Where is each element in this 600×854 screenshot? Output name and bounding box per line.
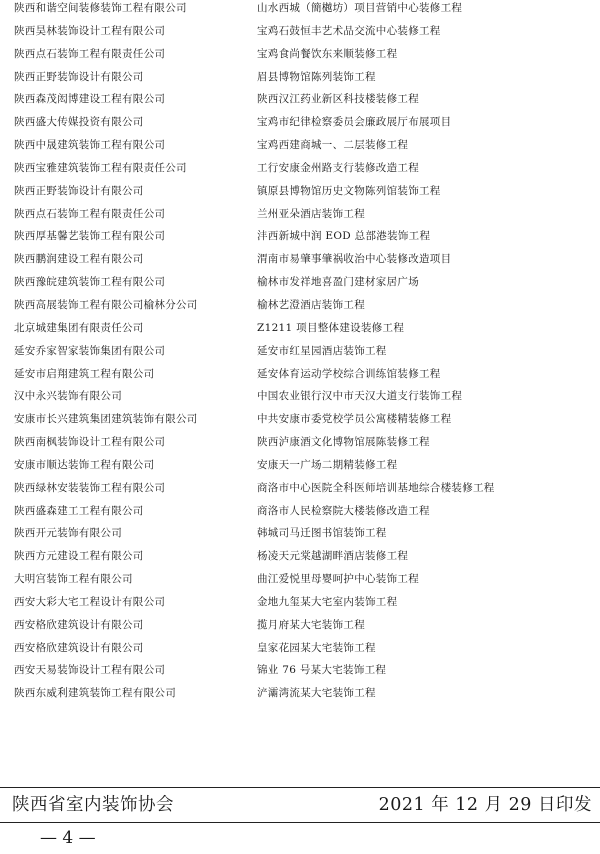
company-name: 安康市长兴建筑集团建筑装饰有限公司 [14, 413, 198, 426]
company-name: 陕西正野装饰设计有限公司 [14, 70, 144, 83]
issue-date: 2021 年 12 月 29 日印发 [378, 795, 592, 815]
project-name: 金地九玺某大宅室内装饰工程 [257, 595, 398, 608]
list-item [0, 500, 600, 523]
company-name: 陕西盛森建工工程有限公司 [14, 504, 144, 517]
list-item [0, 294, 600, 317]
list-item [0, 431, 600, 454]
company-name: 陕西正野装饰设计有限公司 [14, 184, 144, 197]
list-item [0, 271, 600, 294]
company-name: 北京城建集团有限责任公司 [14, 321, 144, 334]
project-name: 陕西泸康酒文化博物馆展陈装修工程 [257, 436, 430, 449]
company-name: 西安大彩大宅工程设计有限公司 [14, 595, 166, 608]
company-name: 陕西开元装饰有限公司 [14, 527, 122, 540]
list-item [0, 225, 600, 248]
company-name: 陕西森茂闳博建设工程有限公司 [14, 93, 166, 106]
company-name: 陕西点石装饰工程有限责任公司 [14, 47, 166, 60]
company-name: 大明宫装饰工程有限公司 [14, 573, 133, 586]
list-item [0, 454, 600, 477]
page-number: — 4 — [40, 828, 96, 848]
company-name: 西安格欣建筑设计有限公司 [14, 641, 144, 654]
list-item [0, 66, 600, 89]
company-name: 陕西东威利建筑装饰工程有限公司 [14, 687, 176, 700]
project-name: Z1211 项目整体建设装修工程 [257, 321, 405, 334]
list-item [0, 545, 600, 568]
company-name: 陕西方元建设工程有限公司 [14, 550, 144, 563]
list-item [0, 88, 600, 111]
list-item [0, 659, 600, 682]
project-name: 杨凌天元棠越湖畔酒店装修工程 [257, 550, 409, 563]
list-item [0, 340, 600, 363]
project-name: 锦业 76 号某大宅装饰工程 [257, 664, 387, 677]
company-name: 西安格欣建筑设计有限公司 [14, 618, 144, 631]
footer-top-rule [0, 787, 600, 788]
company-name: 陕西高展装饰工程有限公司榆林分公司 [14, 298, 198, 311]
project-name: 韩城司马迁图书馆装饰工程 [257, 527, 387, 540]
project-name: 兰州亚朵酒店装饰工程 [257, 207, 365, 220]
project-name: 曲江爱悦里母婴呵护中心装饰工程 [257, 573, 419, 586]
issuer-name: 陕西省室内装饰协会 [12, 795, 174, 815]
list-item [0, 43, 600, 66]
list-item [0, 203, 600, 226]
list-item [0, 363, 600, 386]
list-item [0, 637, 600, 660]
company-name: 陕西鹏润建设工程有限公司 [14, 253, 144, 266]
project-name: 商洛市中心医院全科医师培训基地综合楼装修工程 [257, 481, 495, 494]
list-item [0, 477, 600, 500]
list-item [0, 248, 600, 271]
company-name: 延安乔家智家装饰集团有限公司 [14, 344, 166, 357]
project-name: 镇原县博物馆历史文物陈列馆装饰工程 [257, 184, 441, 197]
project-name: 工行安康金州路支行装修改造工程 [257, 161, 419, 174]
list-item [0, 20, 600, 43]
company-name: 延安市启翔建筑工程有限公司 [14, 367, 155, 380]
footer-bottom-rule [0, 822, 600, 823]
list-item [0, 682, 600, 705]
project-name: 眉县博物馆陈列装饰工程 [257, 70, 376, 83]
company-name: 安康市顺达装饰工程有限公司 [14, 458, 155, 471]
project-name: 宝鸡市纪律检察委员会廉政展厅布展项目 [257, 116, 452, 129]
company-name: 陕西和谐空间装修装饰工程有限公司 [14, 2, 187, 14]
company-name: 陕西点石装饰工程有限责任公司 [14, 207, 166, 220]
company-name: 陕西盛大传媒投资有限公司 [14, 116, 144, 129]
list-item [0, 157, 600, 180]
project-name: 揽月府某大宅装饰工程 [257, 618, 365, 631]
company-name: 陕西厚基馨艺装饰工程有限公司 [14, 230, 166, 243]
list-item [0, 522, 600, 545]
company-name: 陕西昊林装饰设计工程有限公司 [14, 24, 166, 37]
list-item [0, 111, 600, 134]
list-item [0, 134, 600, 157]
company-name: 陕西南枫装饰设计工程有限公司 [14, 436, 166, 449]
project-name: 商洛市人民检察院大楼装修改造工程 [257, 504, 430, 517]
project-name: 榆林艺澄酒店装饰工程 [257, 298, 365, 311]
project-name: 皇家花园某大宅装饰工程 [257, 641, 376, 654]
list-item [0, 591, 600, 614]
project-name: 陕西汉江药业新区科技楼装修工程 [257, 93, 419, 106]
list-item [0, 385, 600, 408]
project-name: 浐灞湾流某大宅装饰工程 [257, 687, 376, 700]
list-item [0, 0, 600, 20]
project-name: 安康天一广场二期精装修工程 [257, 458, 398, 471]
company-name: 陕西中晟建筑装饰工程有限公司 [14, 139, 166, 152]
list-item [0, 408, 600, 431]
project-name: 中国农业银行汉中市天汉大道支行装饰工程 [257, 390, 463, 403]
list-item [0, 317, 600, 340]
list-item [0, 180, 600, 203]
project-name: 山水西城（簡樾坊）项目营销中心装修工程 [257, 2, 463, 14]
company-name: 西安天易装饰设计工程有限公司 [14, 664, 166, 677]
project-name: 沣西新城中润 EOD 总部港装饰工程 [257, 230, 431, 243]
company-name: 陕西宝雅建筑装饰工程有限责任公司 [14, 161, 187, 174]
project-name: 榆林市发祥地喜盈门建材家居广场 [257, 276, 419, 289]
list-item [0, 614, 600, 637]
project-name: 延安体育运动学校综合训练馆装修工程 [257, 367, 441, 380]
project-name: 延安市红星园酒店装饰工程 [257, 344, 387, 357]
company-name: 陕西豫皖建筑装饰工程有限公司 [14, 276, 166, 289]
project-name: 宝鸡西建商城一、二层装修工程 [257, 139, 409, 152]
company-name: 陕西绿林安装装饰工程有限公司 [14, 481, 166, 494]
project-name: 中共安康市委党校学员公寓楼精装修工程 [257, 413, 452, 426]
project-name: 渭南市易肇事肇祸收治中心装修改造项目 [257, 253, 452, 266]
list-item [0, 568, 600, 591]
project-name: 宝鸡石鼓恒丰艺术品交流中心装修工程 [257, 24, 441, 37]
project-name: 宝鸡食尚餐饮东来顺装修工程 [257, 47, 398, 60]
company-name: 汉中永兴装饰有限公司 [14, 390, 122, 403]
